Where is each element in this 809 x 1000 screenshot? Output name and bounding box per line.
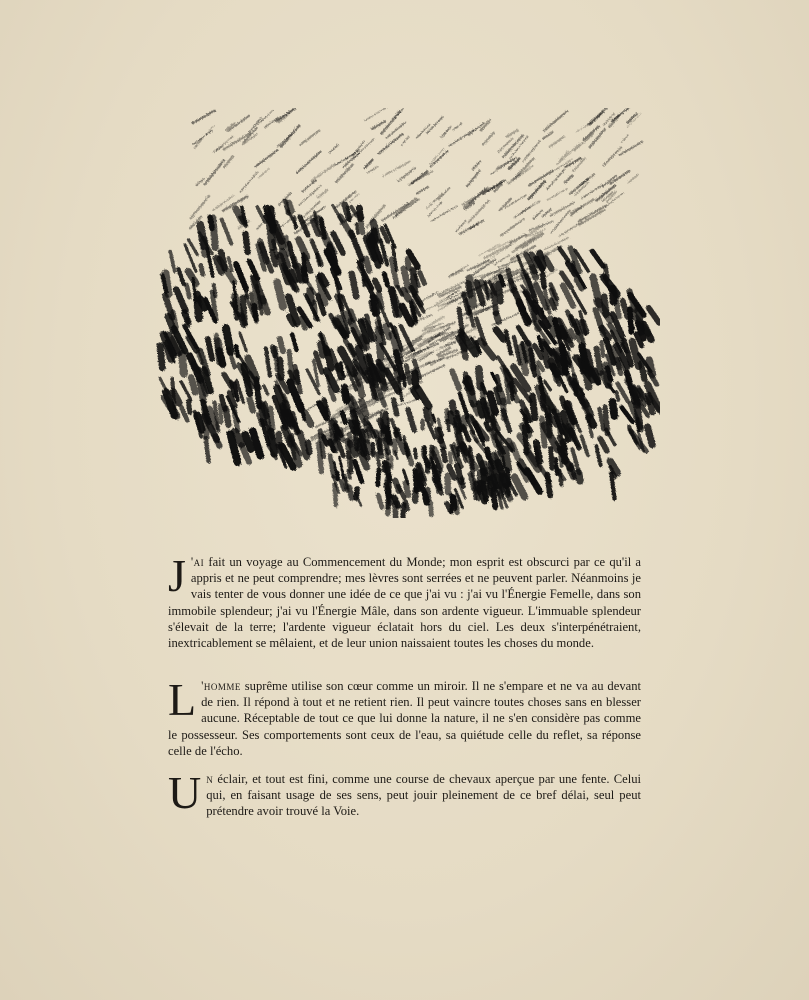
paragraph-text-1: fait un voyage au Commencement du Monde; mon esprit est obscurci par ce qu'il a appris et ne peut comprendre; mes lèvres sont serrées et ne peuvent parler. Néanmoins je vais tenter de vous donner une idée de ce que j'ai vu : j'ai vu l'Énergie Femelle, dans son immobile splendeur; j'ai vu l'Énergie Mâle, dans son ardente vigueur. L'immuable splendeur s'élevait de la terre; l'ardente vigueur éclatait hors du ciel. Les deux s'interpénétraient, inextricablement se mêlaient, et de leur union naissaient toutes les choses du monde. [168,555,641,651]
landscape-drawing [150,108,660,518]
paragraph-text-3: éclair, et tout est fini, comme une course de chevaux aperçue par une fente. Celui qui, en faisant usage de ses sens, peut jouir pleinement de ce bref délai, seul peut prétendre avoir trouvé la Voie. [206,772,641,819]
paragraph-text-2: suprême utilise son cœur comme un miroir. Il ne s'empare et ne va au devant de rien. Il répond à tout et ne retient rien. Il peut vaincre toutes choses sans en blesser aucune. Réceptable de tout ce que lui donne la nature, il ne s'en considère pas comme le possesseur. Ses comportements sont ceux de l'eau, sa quiétude celle du reflet, sa réponse celle de l'écho. [168,679,641,758]
paragraph-3 [168,767,641,820]
dropcap-3: U [168,767,202,818]
lead-word-3: n [206,772,214,786]
lithograph-illustration [150,108,660,518]
lead-word-1: 'ai [190,555,205,569]
lead-word-2: 'homme [201,679,241,693]
dropcap-1: J [168,550,186,601]
dropcap-2: L [168,674,197,725]
paragraph-1 [168,550,641,651]
paragraph-2 [168,674,641,759]
